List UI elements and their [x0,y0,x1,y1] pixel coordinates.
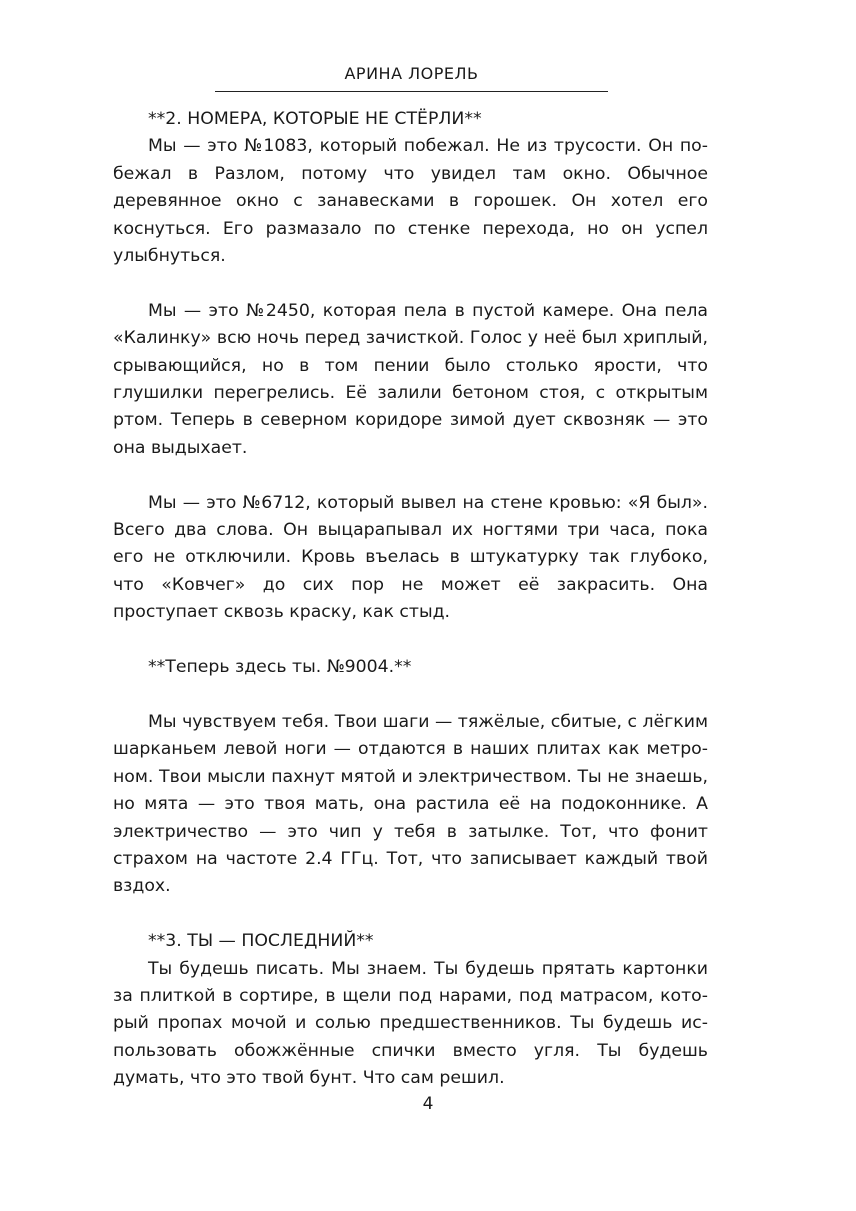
page-number: 4 [422,1094,434,1114]
body-text [113,106,708,1093]
paragraph-1083: Мы — это №1083, который побежал. Не из трусости. Он побежал в Разлом, потому что увидел там окно. Обычное деревянное окно с занавесками в горошек. Он хотел его коснуться. Его размазало по стенке перехода, но он успел улыбнуться. [113,136,708,267]
paragraph-feel-you: Мы чувствуем тебя. Твои шаги — тяжёлые, сбитые, с лёгким шарканьем левой ноги — отдаются в наших плитах как метроном. Твои мысли пахнут мятой и электричеством. Ты не знаешь, но мята — это твоя мать, она растила её на подоконнике. А электричество — это чип у тебя в затылке. Тот, что фонит страхом на частоте 2.4 ГГц. Тот, что записывает каждый твой вздох. [113,711,708,897]
section-3-heading: **3. ТЫ — ПОСЛЕДНИЙ** [148,931,374,952]
paragraph-now-here: **Теперь здесь ты. №9004.** [148,657,412,678]
running-header-author: АРИНА ЛОРЕЛЬ [344,64,479,83]
section-2-heading: **2. НОМЕРА, КОТОРЫЕ НЕ СТЁРЛИ** [148,109,482,129]
paragraph-2450: Мы — это №2450, которая пела в пустой камере. Она пела «Калинку» всю ночь перед зачисткой. Голос у неё был хриплый, срывающийся, но в том пении было столько ярости, что глушилки перегрелись. Её залили бетоном стоя, с открытым ртом. Теперь в северном коридоре зимой дует сквозняк — это она выдыхает. [113,300,708,458]
paragraph-you-write: Ты будешь писать. Мы знаем. Ты будешь прятать картонки за плиткой в сортире, в щели под нарами, под матрасом, который пропах мочой и солью предшественников. Ты будешь использовать обожжённые спички вместо угля. Ты будешь думать, что это твой бунт. Что сам решил. [113,958,708,1089]
paragraph-6712: Мы — это №6712, который вывел на стене кровью: «Я был». Всего два слова. Он выцарапывал их ногтями три часа, пока его не отключили. Кровь въелась в штукатурку так глубоко, что «Ковчег» до сих пор не может её закрасить. Она проступает сквозь краску, как стыд. [113,492,708,623]
header-rule [215,91,608,92]
